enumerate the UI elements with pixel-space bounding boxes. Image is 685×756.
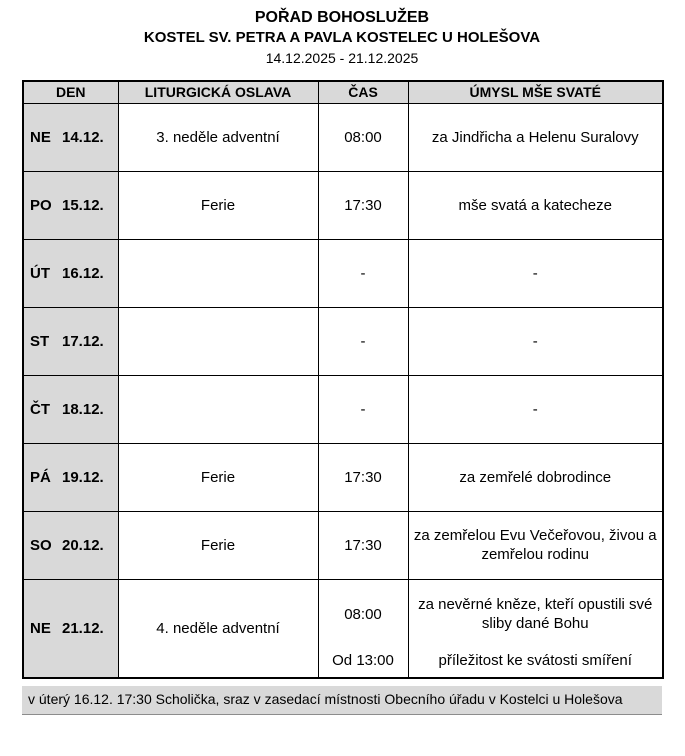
column-header-den: DEN xyxy=(23,81,118,103)
date-range: 14.12.2025 - 21.12.2025 xyxy=(265,50,419,66)
table-row xyxy=(23,511,663,579)
intention-cell: - xyxy=(408,239,663,307)
day-cell xyxy=(23,511,118,579)
intention-cell: za Jindřicha a Helenu Suralovy xyxy=(408,103,663,171)
time-cell: 17:30 xyxy=(318,511,408,579)
day-abbrev: NE xyxy=(30,619,51,637)
time-cell: 08:00 xyxy=(318,103,408,171)
day-date: 19.12. xyxy=(62,468,104,486)
church-name: KOSTEL SV. PETRA A PAVLA KOSTELEC U HOLEŠOVA xyxy=(143,29,541,46)
header-row xyxy=(23,81,663,103)
column-header-liturgicka-oslava: LITURGICKÁ OSLAVA xyxy=(118,81,318,103)
liturgy-cell xyxy=(118,307,318,375)
day-date: 20.12. xyxy=(62,536,104,554)
day-date: 15.12. xyxy=(62,196,104,214)
day-abbrev: PO xyxy=(30,196,52,214)
day-abbrev: PÁ xyxy=(30,468,51,486)
page-title: POŘAD BOHOSLUŽEB xyxy=(254,9,430,26)
day-abbrev: NE xyxy=(30,128,51,146)
table-row xyxy=(23,579,663,678)
day-cell xyxy=(23,239,118,307)
table-row xyxy=(23,171,663,239)
table-row xyxy=(23,307,663,375)
liturgy-cell: Ferie xyxy=(118,171,318,239)
table-row xyxy=(23,443,663,511)
table-row xyxy=(23,375,663,443)
time-primary: 08:00 xyxy=(344,605,382,623)
table-row xyxy=(23,239,663,307)
intention-cell: - xyxy=(408,307,663,375)
time-cell: - xyxy=(318,375,408,443)
time-cell: 17:30 xyxy=(318,443,408,511)
intention-primary: za nevěrné kněze, kteří opustili své sliby dané Bohu xyxy=(418,596,653,632)
day-cell xyxy=(23,443,118,511)
liturgy-cell xyxy=(118,375,318,443)
liturgy-cell: 3. neděle adventní xyxy=(118,103,318,171)
day-date: 14.12. xyxy=(62,128,104,146)
day-date: 17.12. xyxy=(62,332,104,350)
column-header-cas: ČAS xyxy=(318,81,408,103)
liturgy-cell: Ferie xyxy=(118,511,318,579)
intention-secondary: příležitost ke svátosti smíření xyxy=(438,651,632,669)
intention-cell xyxy=(408,579,663,678)
day-abbrev: ST xyxy=(30,332,50,350)
intention-cell: za zemřelou Evu Večeřovou, živou a zemřelou rodinu xyxy=(408,511,663,579)
time-cell: 17:30 xyxy=(318,171,408,239)
intention-cell: mše svatá a katecheze xyxy=(408,171,663,239)
day-cell xyxy=(23,307,118,375)
schedule-table xyxy=(22,80,664,679)
time-cell: - xyxy=(318,239,408,307)
day-date: 18.12. xyxy=(62,400,104,418)
day-cell xyxy=(23,103,118,171)
table-row xyxy=(23,103,663,171)
day-cell xyxy=(23,171,118,239)
column-header-umysl: ÚMYSL MŠE SVATÉ xyxy=(408,81,663,103)
liturgy-cell xyxy=(118,239,318,307)
day-abbrev: ÚT xyxy=(30,264,50,282)
time-cell: - xyxy=(318,307,408,375)
time-cell xyxy=(318,579,408,678)
day-cell xyxy=(23,375,118,443)
day-date: 16.12. xyxy=(62,264,104,282)
day-date: 21.12. xyxy=(62,619,104,637)
liturgy-cell: 4. neděle adventní xyxy=(118,579,318,678)
intention-cell: - xyxy=(408,375,663,443)
footer-note: v úterý 16.12. 17:30 Scholička, sraz v zasedací místnosti Obecního úřadu v Kostelci u Holešova xyxy=(22,686,662,715)
time-secondary: Od 13:00 xyxy=(332,651,394,669)
day-cell xyxy=(23,579,118,678)
intention-cell: za zemřelé dobrodince xyxy=(408,443,663,511)
liturgy-cell: Ferie xyxy=(118,443,318,511)
title-block xyxy=(22,8,662,68)
day-abbrev: SO xyxy=(30,536,52,554)
day-abbrev: ČT xyxy=(30,400,50,418)
